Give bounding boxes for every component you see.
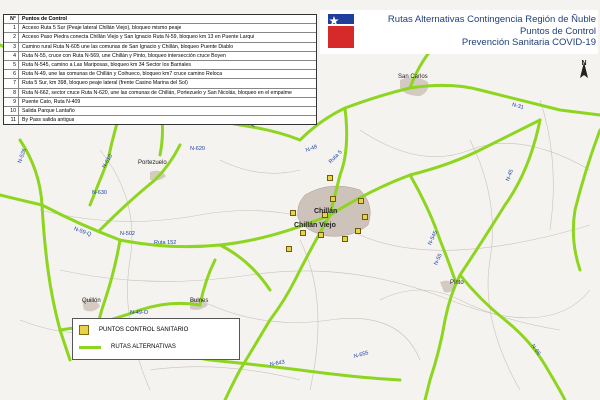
control-point <box>318 232 324 238</box>
government-logo-icon <box>328 14 354 48</box>
control-points-table <box>3 14 317 125</box>
route-label: N-49-O <box>130 310 149 316</box>
table-row-text: Acceso Paso Piedra conecta Chillán Viejo y San Ignacio Ruta N-59, bloqueo km 13 en Puente Larqui <box>22 34 255 41</box>
title-block <box>320 10 598 54</box>
control-point <box>330 196 336 202</box>
table-row-text: Salida Parque Lantaño <box>22 107 75 114</box>
table-row-num: 5 <box>4 61 19 69</box>
town-label-pinto: Pinto <box>450 280 464 286</box>
route-label: N-655 <box>353 350 370 360</box>
table-row <box>4 79 316 88</box>
table-row <box>4 89 316 98</box>
legend-label-control-points: PUNTOS CONTROL SANITARIO <box>99 327 189 333</box>
control-point <box>362 214 368 220</box>
table-header-label: Puntos de Control <box>22 16 67 22</box>
map-title <box>360 14 596 49</box>
title-line-1: Rutas Alternativas Contingencia Región de Ñuble <box>387 14 596 25</box>
legend-item-control-points <box>79 324 188 336</box>
title-line-2: Puntos de Control <box>519 25 596 37</box>
route-label: N-66 <box>529 343 542 357</box>
table-row-num: 9 <box>4 98 19 106</box>
town-label-portezuelo: Portezuelo <box>138 160 167 166</box>
control-point <box>300 230 306 236</box>
route-label: Ruta 5 <box>327 149 344 166</box>
table-row-text: Puente Cato, Ruta N-409 <box>22 98 81 105</box>
control-point <box>355 228 361 234</box>
route-label: N-620 <box>190 146 205 152</box>
table-row <box>4 52 316 61</box>
town-label-san-carlos: San Carlos <box>398 74 428 80</box>
town-label-quillon: Quillón <box>82 298 101 304</box>
table-header-num: N° <box>4 15 19 23</box>
control-point <box>286 246 292 252</box>
table-row <box>4 107 316 116</box>
control-point-marker-icon <box>79 325 89 335</box>
table-row-num: 11 <box>4 116 19 124</box>
title-line-3: Prevención Sanitaria COVID-19 <box>461 37 596 48</box>
table-row <box>4 33 316 42</box>
route-line-icon <box>79 346 101 349</box>
town-label-chillan: Chillán <box>314 208 338 215</box>
table-row-text: Ruta N-49, une las comunas de Chillán y Coihueco, bloqueo km7 cruce camino Reloca <box>22 71 223 78</box>
table-row-num: 10 <box>4 107 19 115</box>
route-label: N-630 <box>92 190 107 196</box>
table-row <box>4 70 316 79</box>
table-row <box>4 43 316 52</box>
table-row-num: 3 <box>4 43 19 51</box>
route-label: N-45 <box>505 168 515 183</box>
table-row <box>4 98 316 107</box>
control-point <box>358 198 364 204</box>
control-point <box>327 175 333 181</box>
table-row-num: 6 <box>4 70 19 78</box>
legend-item-alt-routes <box>79 341 176 353</box>
legend <box>72 318 240 360</box>
route-label: N-55 <box>433 252 444 267</box>
table-row <box>4 116 316 124</box>
table-row <box>4 61 316 70</box>
table-header <box>4 15 316 24</box>
town-label-chillan-viejo: Chillán Viejo <box>294 222 336 229</box>
table-row-text: By Pass salida antigua <box>22 117 75 124</box>
route-label: N-48 <box>304 144 319 154</box>
route-label: N-545 <box>427 230 440 247</box>
table-row-text: Ruta 5 Sur, km 398, bloqueo peaje lateral (frente Casino Marina del Sol) <box>22 80 188 87</box>
control-point <box>290 210 296 216</box>
table-row <box>4 24 316 33</box>
control-point <box>342 236 348 242</box>
legend-label-alt-routes: RUTAS ALTERNATIVAS <box>111 344 176 350</box>
route-label: N-31 <box>511 102 525 111</box>
table-row-num: 8 <box>4 89 19 97</box>
table-row-num: 2 <box>4 33 19 41</box>
table-row-num: 4 <box>4 52 19 60</box>
route-label: Ruta 152 <box>154 240 177 246</box>
table-row-text: Acceso Ruta 5 Sur (Peaje lateral Chillán Viejo), bloqueo mismo peaje <box>22 25 182 32</box>
table-row-text: Camino rural Ruta N-605 une las comunas de San Ignacio y Chillán, bloqueo Puente Diablo <box>22 43 234 50</box>
table-row-text: Ruta N-55, cruce con Ruta N-569, une Chillán y Pinto, bloqueo intersección cruce Boyen <box>22 52 226 59</box>
table-row-text: Ruta N-662, sector cruce Ruta N-620, une las comunas de Chillán, Portezuelo y San Nicolás, bloqueo en el empalme <box>22 89 292 96</box>
route-label: N-59-Q <box>72 226 92 238</box>
route-label: N-610 <box>101 153 115 170</box>
table-row-num: 7 <box>4 79 19 87</box>
town-label-bulnes: Bulnes <box>190 298 209 304</box>
route-label: N-643 <box>269 359 286 368</box>
route-label: N-526 <box>17 147 28 165</box>
route-label: N-502 <box>120 231 135 237</box>
table-row-text: Ruta N-545, camino a Las Mariposas, bloqueo km 34 Sector los Barriales <box>22 61 191 68</box>
table-row-num: 1 <box>4 24 19 32</box>
north-label: N <box>581 60 587 67</box>
